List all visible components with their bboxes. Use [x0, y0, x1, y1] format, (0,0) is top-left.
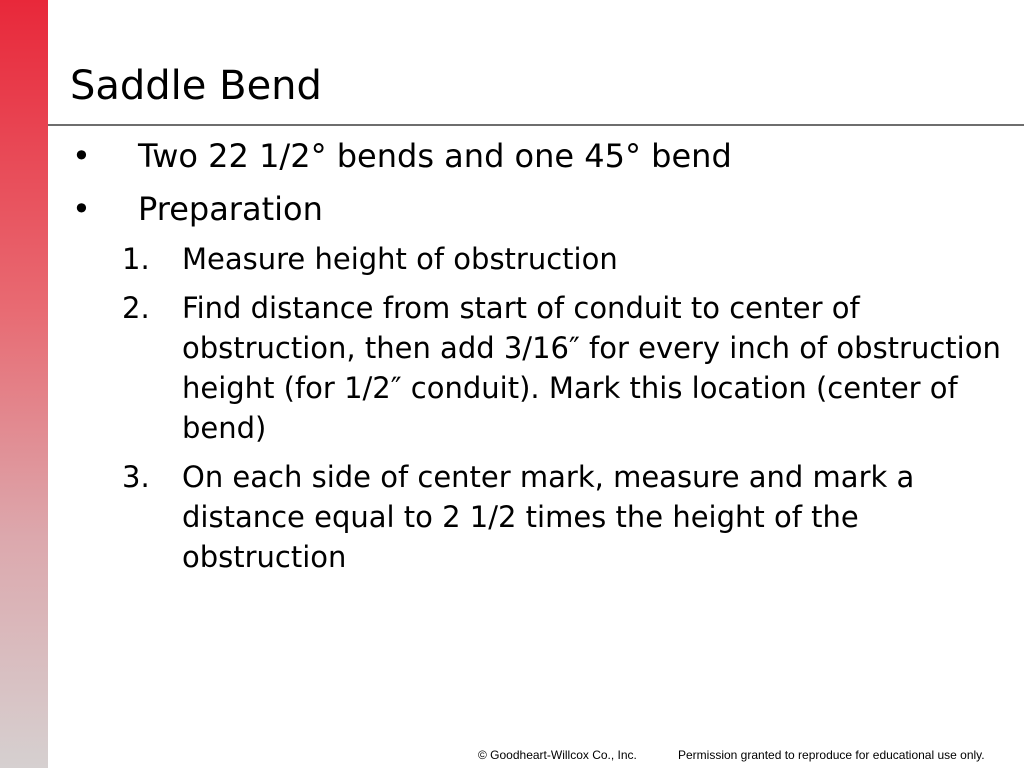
- step-text: Measure height of obstruction: [182, 242, 618, 276]
- bullet-marker: •: [72, 190, 91, 228]
- numbered-step: [122, 288, 1002, 448]
- step-number: 1.: [122, 242, 150, 276]
- step-text: Find distance from start of conduit to center of obstruction, then add 3/16″ for every inch of obstruction height (for 1/2″ conduit). Mark this location (center of bend): [182, 291, 1001, 445]
- step-number: 2.: [122, 291, 150, 325]
- bullet-text: Two 22 1/2° bends and one 45° bend: [138, 137, 732, 175]
- side-accent-bar: [0, 0, 48, 768]
- numbered-step: [122, 457, 1002, 577]
- title-divider: [48, 124, 1024, 126]
- footer-permission: Permission granted to reproduce for educational use only.: [678, 748, 985, 762]
- step-text: On each side of center mark, measure and mark a distance equal to 2 1/2 times the height of the obstruction: [182, 460, 915, 574]
- bullet-marker: •: [72, 137, 91, 175]
- slide-title: Saddle Bend: [70, 63, 322, 109]
- numbered-step: [122, 239, 1002, 279]
- bullet-text: Preparation: [138, 190, 323, 228]
- step-number: 3.: [122, 460, 150, 494]
- footer-copyright: © Goodheart-Willcox Co., Inc.: [478, 748, 637, 762]
